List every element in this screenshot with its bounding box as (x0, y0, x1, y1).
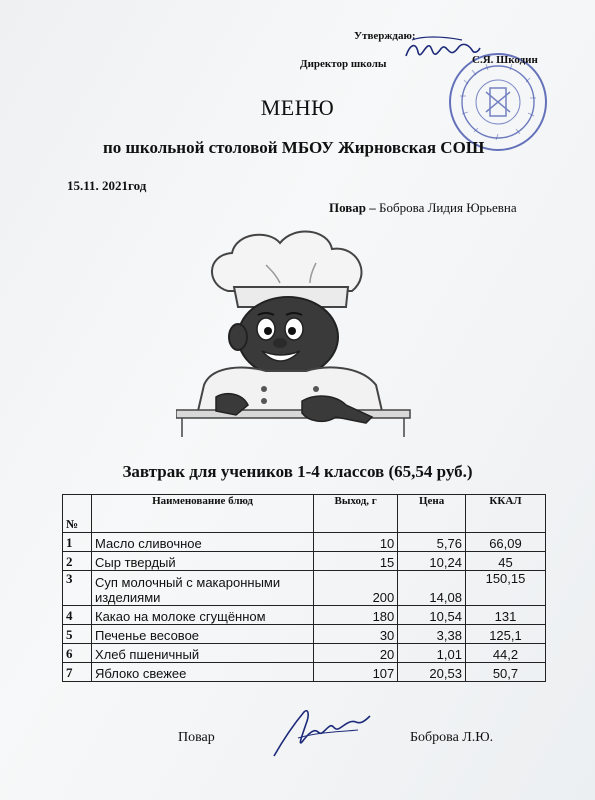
dish-yield: 20 (314, 644, 398, 663)
dish-yield: 200 (314, 571, 398, 606)
dish-price: 10,24 (398, 552, 466, 571)
dish-price: 1,01 (398, 644, 466, 663)
row-number: 4 (63, 606, 92, 625)
table-row (63, 552, 546, 571)
row-number: 2 (63, 552, 92, 571)
director-label: Директор школы (300, 58, 387, 70)
table-row (63, 571, 546, 606)
cook-label: Повар – (329, 200, 376, 215)
dish-yield: 15 (314, 552, 398, 571)
table-row (63, 533, 546, 552)
approve-label: Утверждаю: (354, 30, 416, 42)
dish-price: 20,53 (398, 663, 466, 682)
dish-name: Печенье весовое (92, 625, 314, 644)
header-yield: Выход, г (314, 495, 398, 533)
dish-kcal: 50,7 (465, 663, 545, 682)
page-title: МЕНЮ (260, 95, 335, 120)
dish-price: 3,38 (398, 625, 466, 644)
dish-yield: 30 (314, 625, 398, 644)
row-number: 3 (63, 571, 92, 606)
dish-price: 10,54 (398, 606, 466, 625)
dish-kcal: 44,2 (465, 644, 545, 663)
menu-table (62, 494, 546, 682)
row-number: 7 (63, 663, 92, 682)
dish-name: Какао на молоке сгущённом (92, 606, 314, 625)
cook-name: Боброва Лидия Юрьевна (379, 200, 517, 215)
row-number: 1 (63, 533, 92, 552)
dish-price: 5,76 (398, 533, 466, 552)
meal-title: Завтрак для учеников 1-4 классов (65,54 руб.) (122, 462, 473, 481)
header-price: Цена (398, 495, 466, 533)
table-row (63, 644, 546, 663)
table-row (63, 663, 546, 682)
table-row (63, 606, 546, 625)
director-name: С.Я. Шкодин (472, 54, 538, 66)
dish-price: 14,08 (398, 571, 466, 606)
footer-cook-label: Повар (178, 730, 215, 745)
dish-yield: 107 (314, 663, 398, 682)
row-number: 5 (63, 625, 92, 644)
dish-name: Масло сливочное (92, 533, 314, 552)
chef-illustration-icon (176, 225, 416, 440)
signature-icon (268, 702, 378, 762)
cook-line (329, 200, 517, 216)
dish-kcal: 45 (465, 552, 545, 571)
dish-kcal: 131 (465, 606, 545, 625)
dish-name: Сыр твердый (92, 552, 314, 571)
footer-cook-name: Боброва Л.Ю. (410, 730, 494, 745)
dish-yield: 10 (314, 533, 398, 552)
dish-name: Хлеб пшеничный (92, 644, 314, 663)
dish-yield: 180 (314, 606, 398, 625)
row-number: 6 (63, 644, 92, 663)
dish-name: Яблоко свежее (92, 663, 314, 682)
page-subtitle: по школьной столовой МБОУ Жирновская СОШ (103, 138, 485, 157)
header-number: № (63, 495, 92, 533)
header-kcal: ККАЛ (465, 495, 545, 533)
header-dish: Наименование блюд (92, 495, 314, 533)
menu-date: 15.11. 2021год (67, 178, 147, 193)
dish-kcal: 125,1 (465, 625, 545, 644)
table-row (63, 625, 546, 644)
dish-name: Суп молочный с макаронными изделиями (92, 571, 314, 606)
dish-kcal: 66,09 (465, 533, 545, 552)
dish-kcal: 150,15 (465, 571, 545, 606)
table-header-row (63, 495, 546, 533)
